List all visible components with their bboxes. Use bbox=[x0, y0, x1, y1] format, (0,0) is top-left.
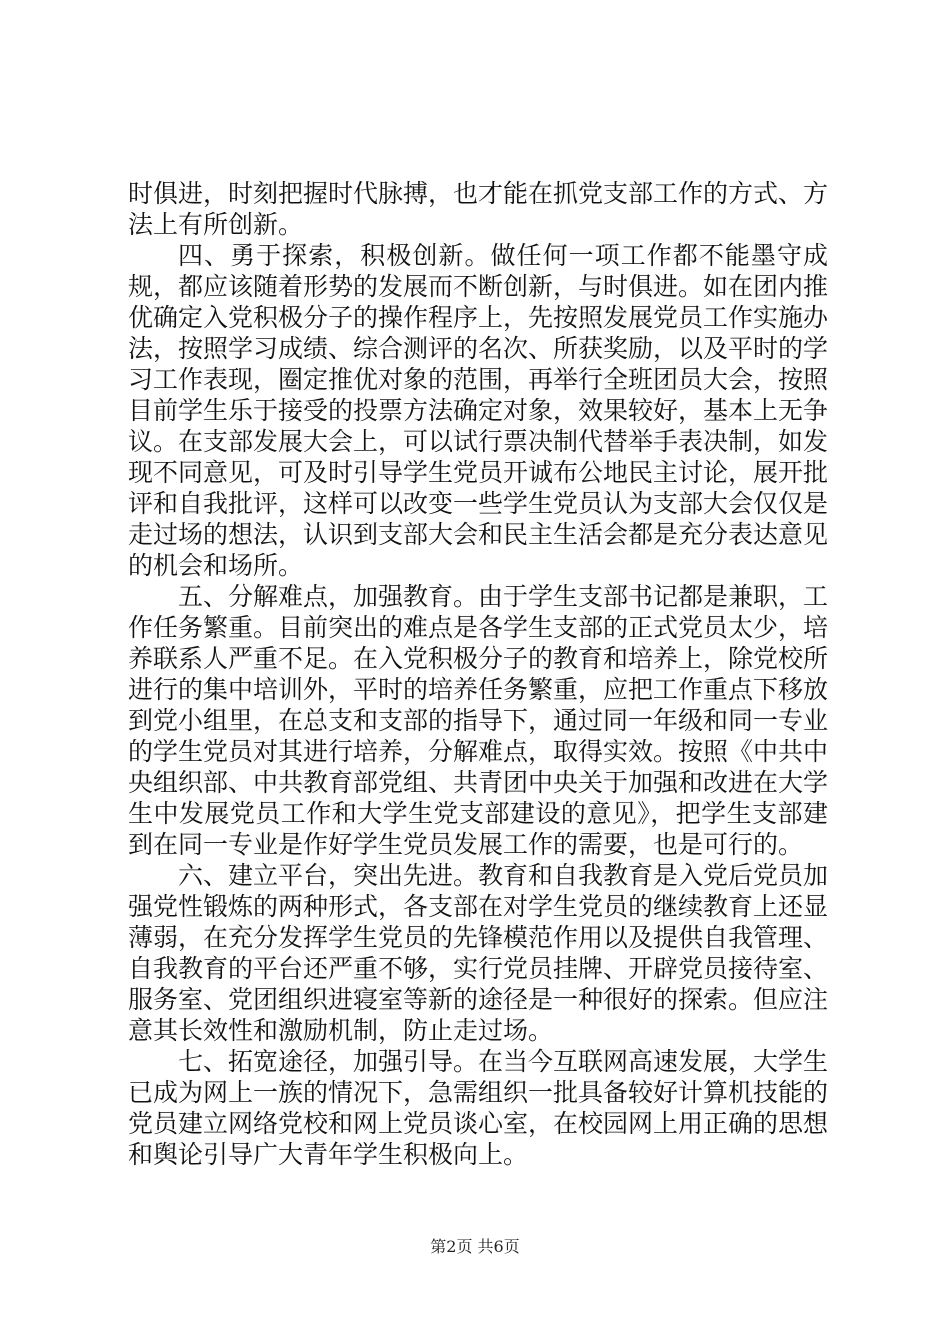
document-body bbox=[128, 178, 828, 1170]
paragraph-section-six: 六、建立平台，突出先进。教育和自我教育是入党后党员加强党性锻炼的两种形式，各支部在对学生党员的继续教育上还显薄弱，在充分发挥学生党员的先锋模范作用以及提供自我管理、自我教育的平台还严重不够，实行党员挂牌、开辟党员接待室、服务室、党团组织进寝室等新的途径是一种很好的探索。但应注意其长效性和激励机制，防止走过场。 bbox=[128, 861, 829, 1045]
paragraph-section-seven: 七、拓宽途径，加强引导。在当今互联网高速发展，大学生已成为网上一族的情况下，急需组织一批具备较好计算机技能的党员建立网络党校和网上党员谈心室，在校园网上用正确的思想和舆论引导广大青年学生积极向上。 bbox=[128, 1047, 829, 1169]
page-number-footer: 第2页 共6页 bbox=[430, 1237, 520, 1256]
paragraph-continuation: 时俱进，时刻把握时代脉搏，也才能在抓党支部工作的方式、方法上有所创新。 bbox=[128, 179, 829, 239]
paragraph-section-five: 五、分解难点，加强教育。由于学生支部书记都是兼职，工作任务繁重。目前突出的难点是各学生支部的正式党员太少，培养联系人严重不足。在入党积极分子的教育和培养上，除党校所进行的集中培训外，平时的培养任务繁重，应把工作重点下移放到党小组里，在总支和支部的指导下，通过同一年级和同一专业的学生党员对其进行培养，分解难点，取得实效。按照《中共中央组织部、中共教育部党组、共青团中央关于加强和改进在大学生中发展党员工作和大学生党支部建设的意见》，把学生支部建到在同一专业是作好学生党员发展工作的需要，也是可行的。 bbox=[128, 582, 829, 859]
paragraph-section-four: 四、勇于探索，积极创新。做任何一项工作都不能墨守成规，都应该随着形势的发展而不断创新，与时俱进。如在团内推优确定入党积极分子的操作程序上，先按照发展党员工作实施办法，按照学习成绩、综合测评的名次、所获奖励，以及平时的学习工作表现，圈定推优对象的范围，再举行全班团员大会，按照目前学生乐于接受的投票方法确定对象，效果较好，基本上无争议。在支部发展大会上，可以试行票决制代替举手表决制，如发现不同意见，可及时引导学生党员开诚布公地民主讨论，展开批评和自我批评，这样可以改变一些学生党员认为支部大会仅仅是走过场的想法，认识到支部大会和民主生活会都是充分表达意见的机会和场所。 bbox=[128, 241, 829, 580]
